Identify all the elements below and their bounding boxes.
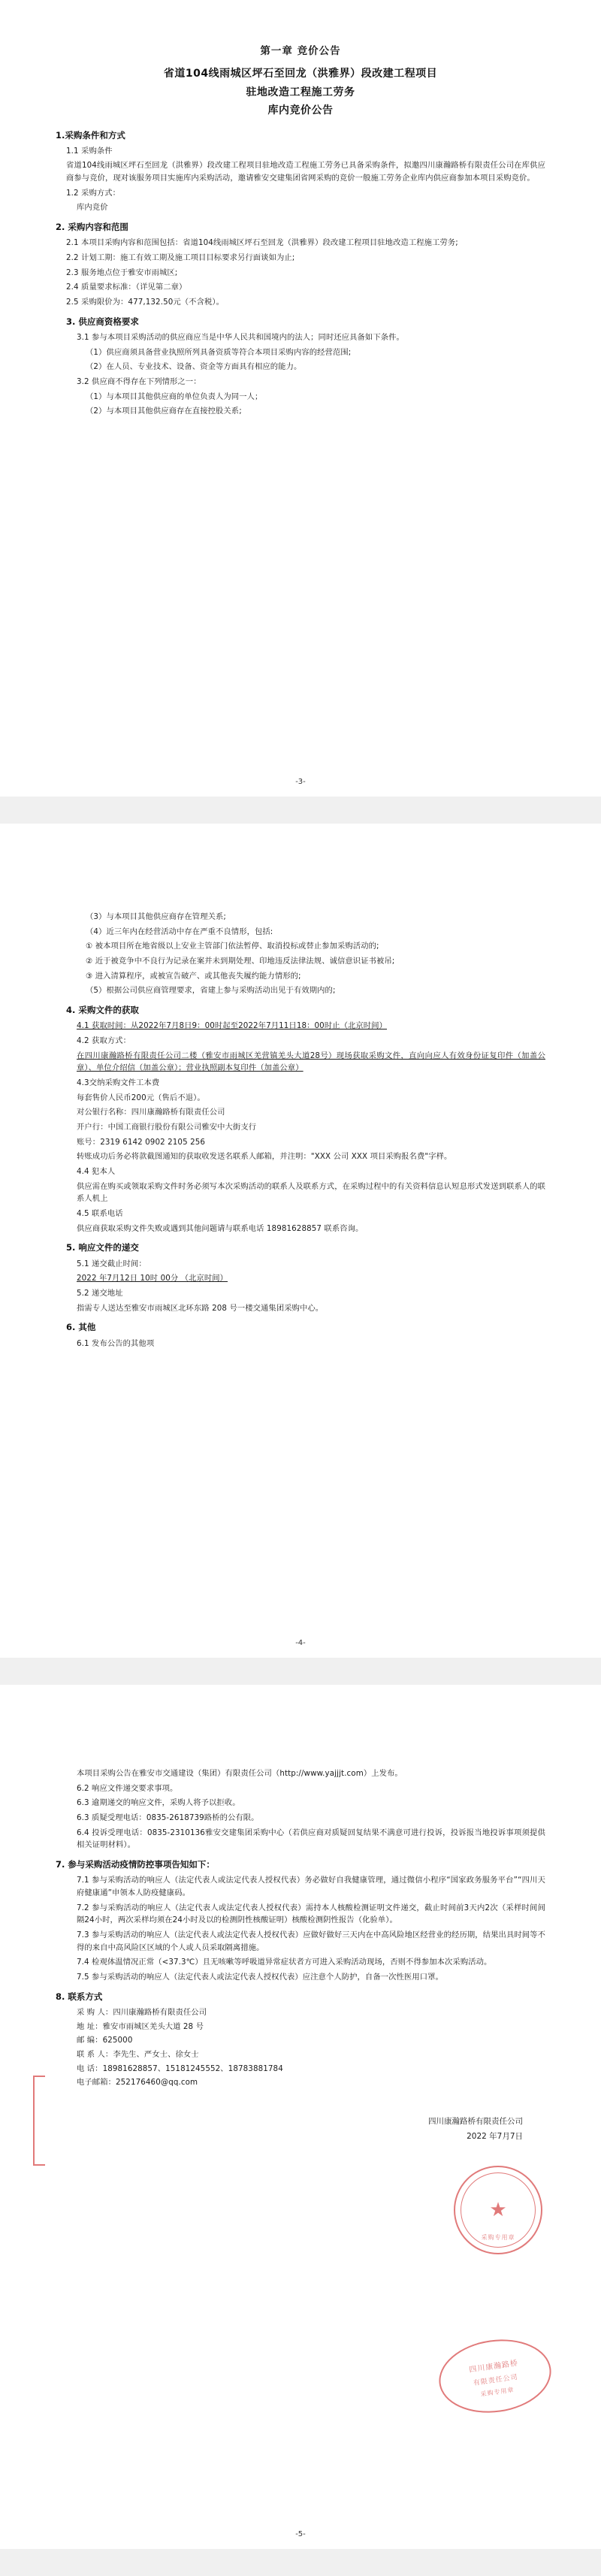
clause-5: （5）根据公司供应商管理要求，省建上参与采购活动出见于有效期内的; <box>86 986 336 996</box>
clause-3: （3）与本项目其他供应商存在管理关系; <box>86 912 226 921</box>
section-4-3-note: 转账成功后务必将款截图通知的获取收发送名联系人邮箱，并注明："XXX 公司 XXX 项目采购报名费"字样。 <box>77 1152 452 1162</box>
seal-bottom-text: 采购专用章 <box>481 2234 515 2241</box>
section-1-1-heading: 1.1 采购条件 <box>66 146 113 156</box>
section-5-1-time: 2022 年7月12日 10时 00分 （北京时间） <box>77 1274 228 1283</box>
margin-mark <box>33 2076 45 2166</box>
page-number-1: -3- <box>295 778 306 786</box>
document-page-1 <box>0 0 601 797</box>
clause-6-3: 6.3 逾期递交的响应文件，采购人将予以拒收。 <box>77 1798 240 1808</box>
page-3-body <box>56 1767 545 2145</box>
section-3-1: 3.1 参与本项目采购活动的供应商应当是中华人民共和国境内的法人；同时还应具备如下条件。 <box>77 332 404 342</box>
clause-4-b: ② 近于被竞争中不良行为记录在案并未到期处理、印地违反法律法规、诚信意识证书被吊; <box>86 957 395 966</box>
main-title-line-2: 驻地改造工程施工劳务 <box>246 86 355 98</box>
section-3-heading: 3. 供应商资格要求 <box>66 316 139 327</box>
section-4-3-account: 账号：2319 6142 0902 2105 256 <box>77 1137 206 1147</box>
section-2-2: 2.2 计划工期：施工有效工期及施工项目目标要求另行面谈如为止; <box>66 253 295 263</box>
contact-address: 地 址：雅安市雨城区羌头大道 28 号 <box>77 2021 204 2031</box>
company-oval-seal <box>434 2333 556 2420</box>
section-4-5-heading: 4.5 联系电话 <box>77 1209 123 1219</box>
section-1-2-text: 库内竞价 <box>77 203 108 213</box>
seal-inner-ring <box>461 2172 536 2248</box>
contact-postcode: 邮 编：625000 <box>77 2036 133 2045</box>
section-2-heading: 2. 采购内容和范围 <box>56 222 128 233</box>
section-2-3: 2.3 服务地点位于雅安市雨城区; <box>66 268 178 277</box>
section-3-1-2: （2）在人员、专业技术、设备、资金等方面具有相应的能力。 <box>86 362 302 372</box>
section-8-heading: 8. 联系方式 <box>56 1991 103 2002</box>
clause-4-c: ③ 进入清算程序，或被宣告破产、或其他丧失履约能力情形的; <box>86 971 301 981</box>
section-4-4-heading: 4.4 犯本人 <box>77 1167 116 1176</box>
section-6-1: 6.1 发布公告的其他项 <box>77 1338 155 1348</box>
contact-phone: 电 话：18981628857、15181245552、18783881784 <box>77 2064 283 2073</box>
section-4-3-heading: 4.3交纳采购文件工本费 <box>77 1078 160 1087</box>
signature-company: 四川康瀚路桥有限责任公司 <box>428 2116 523 2126</box>
section-7-heading: 7. 参与采购活动疫情防控事项告知如下： <box>56 1859 215 1870</box>
clause-6-4-phone: 6.4 投诉受理电话：0835-2310136雅安交建集团采购中心（若供应商对质疑回复结果不满意可进行投诉，投诉报当地投诉事项须提供相关证明材料）。 <box>77 1828 545 1850</box>
section-4-5-text: 供应商获取采购文件失败或遇到其他问题请与联系电话 18981628857 联系咨询。 <box>77 1223 364 1233</box>
section-4-3-bank-name: 对公银行名称：四川康瀚路桥有限责任公司 <box>77 1108 225 1117</box>
section-3-2: 3.2 供应商不得存在下列情形之一： <box>77 376 201 386</box>
main-title-line-1: 省道104线雨城区坪石至回龙（洪雅界）段改建工程项目 <box>163 68 438 80</box>
section-4-2-heading: 4.2 获取方式： <box>77 1036 131 1045</box>
title-block <box>56 42 545 120</box>
star-icon: ★ <box>489 2199 507 2221</box>
publish-note: 本项目采购公告在雅安市交通建设（集团）有限责任公司（http://www.yajjjt.com）上发布。 <box>77 1769 403 1778</box>
chapter-title: 第一章 竞价公告 <box>260 45 341 57</box>
clause-6-2: 6.2 响应文件递交要求事项。 <box>77 1783 178 1793</box>
section-7-5: 7.5 参与采购活动的响应人（法定代表人或法定代表人授权代表）应注意个人防护，自备一次性医用口罩。 <box>77 1972 443 1982</box>
main-title <box>56 65 545 120</box>
contact-email: 电子邮箱：252176460@qq.com <box>77 2078 198 2088</box>
clause-4: （4）近三年内在经营活动中存在严重不良情形，包括: <box>86 927 273 936</box>
section-6-heading: 6. 其他 <box>66 1322 96 1333</box>
section-2-1: 2.1 本项目采购内容和范围包括：省道104线雨城区坪石至回龙（洪雅界）段改建工程项目驻地改造工程施工劳务; <box>66 238 458 248</box>
section-4-4-text: 供应需在购买或领取采购文件时务必须写本次采购活动的联系人及联系方式，在采购过程中的有关资料信息认短息形式发送到联系人的联系人机上 <box>77 1181 545 1204</box>
section-1-2-heading: 1.2 采购方式： <box>66 188 121 198</box>
section-5-2-text: 指需专人送达至雅安市雨城区北环东路 208 号一楼交通集团采购中心。 <box>77 1303 324 1313</box>
section-5-2: 5.2 递交地址 <box>77 1288 123 1298</box>
clause-4-a: ① 被本项目所在地省级以上安业主管部门依法暂停、取消投标或替止参加采购活动的; <box>86 942 379 951</box>
section-5-1: 5.1 递交截止时间： <box>77 1259 146 1268</box>
contact-block <box>56 2006 545 2089</box>
oval-seal-line-3: 采购专用章 <box>480 2386 515 2398</box>
contact-purchaser: 采 购 人：四川康瀚路桥有限责任公司 <box>77 2007 207 2017</box>
oval-seal-line-1: 四川康瀚路桥 <box>468 2359 519 2375</box>
section-4-3-bank-branch: 开户行：中国工商银行股份有限公司雅安中大街支行 <box>77 1122 257 1132</box>
section-5-heading: 5. 响应文件的递交 <box>66 1242 139 1253</box>
document-page-2 <box>0 824 601 1658</box>
section-1-1-text: 省道104线雨城区坪石至回龙（洪雅界）段改建工程项目驻地改造工程施工劳务已具备采购条件，拟邀四川康瀚路桥有限责任公司在库供应商参与竞价，现对该服务项目实施库内采购活动，邀请雅安交建集团省网采购的竞价一般施工劳务企业库内供应商参加本项目采购竞价。 <box>66 161 545 183</box>
section-4-1: 4.1 获取时间：从2022年7月8日9：00时起至2022年7月11日18：00时止（北京时间） <box>77 1021 387 1031</box>
main-title-line-3: 库内竞价公告 <box>267 104 334 116</box>
section-4-3-price: 每套售价人民币200元（售后不退）。 <box>77 1093 205 1102</box>
company-round-seal <box>454 2166 542 2254</box>
page-number-3: -5- <box>295 2530 306 2538</box>
section-3-1-1: （1）供应商须具备营业执照所列具备资质等符合本项目采购内容的经营范围; <box>86 347 352 357</box>
page-1-body <box>56 129 545 419</box>
signature-date: 2022 年7月7日 <box>467 2131 523 2141</box>
document-page-3 <box>0 1685 601 2549</box>
signature-block <box>56 2115 545 2145</box>
section-7-1: 7.1 参与采购活动的响应人（法定代表人或法定代表人授权代表）务必做好自我健康管理，通过微信小程序“国家政务服务平台”“四川天府健康通”申领本人防疫健康码。 <box>77 1876 545 1897</box>
page-2-body <box>56 911 545 1350</box>
section-1-heading: 1.采购条件和方式 <box>56 129 125 141</box>
section-7-4: 7.4 检观体温情况正常（<37.3℃）且无咳嗽等呼吸道异常症状者方可进入采购活动现场，否则不得参加本次采购活动。 <box>77 1958 492 1967</box>
section-2-4: 2.4 质量要求标准：（详见第二章） <box>66 283 187 292</box>
section-7-2: 7.2 参与采购活动的响应人（法定代表人或法定代表人授权代表）需持本人核酸检测证明文件递交，截止时间前3天内2次（采样时间间隔24小时，两次采样均须在24小时及以的检测阴性核酸证明）核酸检测阴性报告（化验单）。 <box>77 1903 545 1925</box>
section-3-2-1: （1）与本项目其他供应商的单位负责人为同一人； <box>86 392 263 401</box>
section-3-2-2: （2）与本项目其他供应商存在直接控股关系; <box>86 407 242 416</box>
section-4-2-text: 在四川康瀚路桥有限责任公司二楼（雅安市雨城区羌营镇羌头大道28号）现场获取采购文件，直向向应人有效身份证复印件（加盖公章）、单位介绍信（加盖公章）；营业执照副本复印件（加盖公章） <box>77 1051 545 1073</box>
contact-person: 联 系 人：李先生、严女士、徐女士 <box>77 2049 199 2059</box>
section-4-heading: 4. 采购文件的获取 <box>66 1005 139 1016</box>
section-2-5: 2.5 采购限价为：477,132.50元（不含税）。 <box>66 298 225 307</box>
section-7-3: 7.3 参与采购活动的响应人（法定代表人或法定代表人授权代表）应做好做好三天内在中高风险地区经营业的经历期，结果出具时间等不得的来自中高风险区区域的个人或人员采取隔离措施。 <box>77 1930 545 1952</box>
oval-seal-line-2: 有限责任公司 <box>473 2373 519 2388</box>
clause-6-3-phone: 6.3 质疑受理电话：0835-2618739路桥的公有限。 <box>77 1813 259 1823</box>
page-number-2: -4- <box>295 1639 306 1647</box>
